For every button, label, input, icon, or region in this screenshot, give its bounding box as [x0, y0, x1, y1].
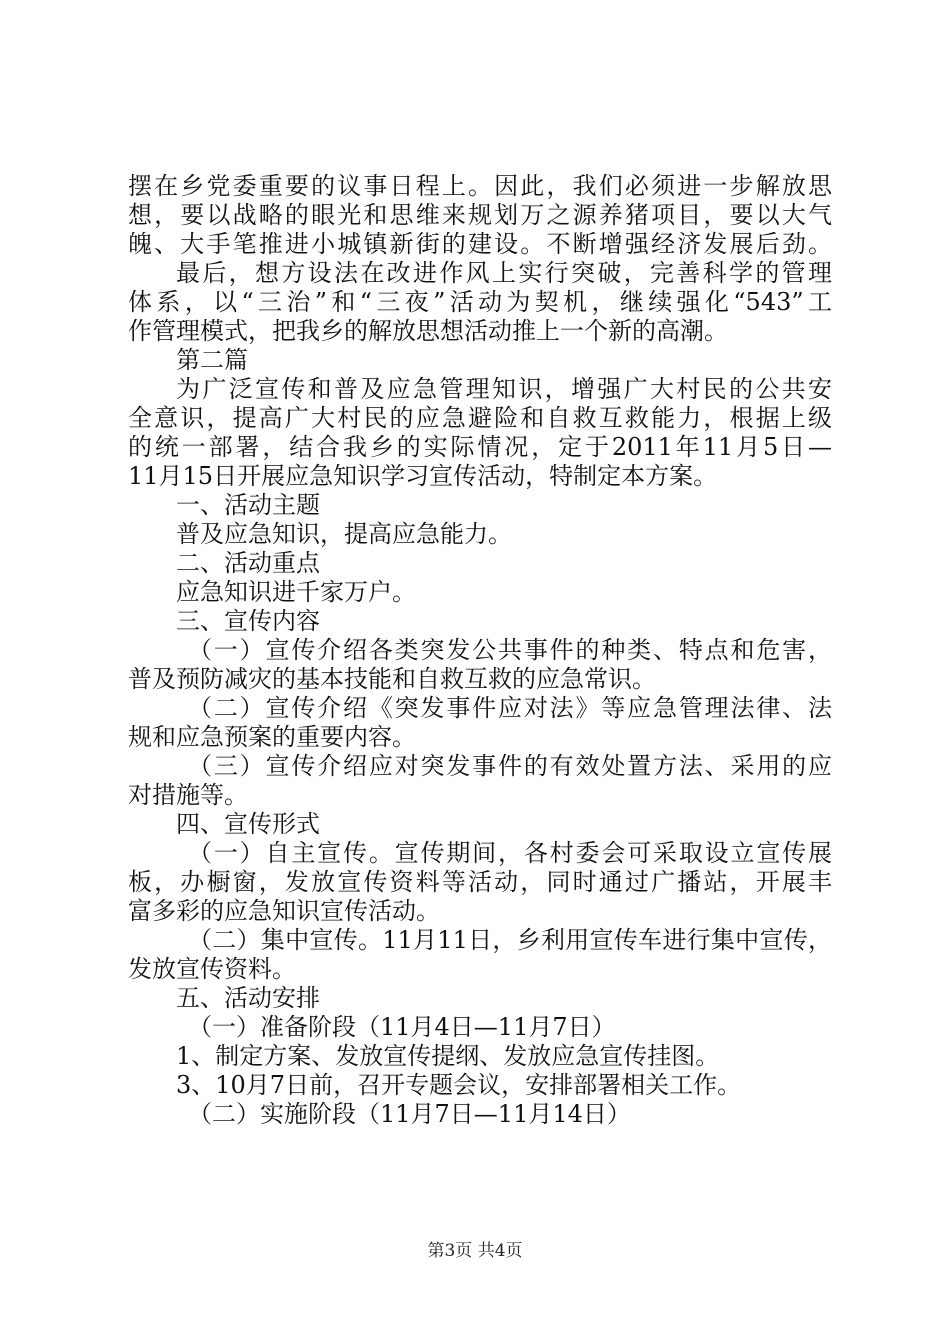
text-line: （一）自主宣传。宣传期间，各村委会可采取设立宣传展 [188, 839, 832, 867]
text-line: 魄、大手笔推进小城镇新街的建设。不断增强经济发展后劲。 [128, 230, 832, 258]
text-line: 发放宣传资料。 [128, 955, 296, 983]
text-line: 富多彩的应急知识宣传活动。 [128, 897, 440, 925]
text-line: 作管理模式，把我乡的解放思想活动推上一个新的高潮。 [128, 317, 728, 345]
text-line: 板，办橱窗，发放宣传资料等活动，同时通过广播站，开展丰 [128, 868, 832, 896]
section-heading: 第二篇 [176, 346, 248, 374]
text-line: （二）宣传介绍《突发事件应对法》等应急管理法律、法 [188, 694, 832, 722]
text-line: 想，要以战略的眼光和思维来规划万之源养猪项目，要以大气 [128, 201, 832, 229]
text-line: 3、10月7日前，召开专题会议，安排部署相关工作。 [176, 1071, 742, 1099]
section-heading: 三、宣传内容 [176, 607, 320, 635]
text-line: （二）集中宣传。11月11日，乡利用宣传车进行集中宣传， [188, 926, 832, 954]
text-line: 为广泛宣传和普及应急管理知识，增强广大村民的公共安 [176, 375, 832, 403]
text-line: 11月15日开展应急知识学习宣传活动，特制定本方案。 [128, 462, 718, 490]
text-line: 对措施等。 [128, 781, 248, 809]
text-line: 体系，以“三治”和“三夜”活动为契机，继续强化“543”工 [128, 288, 832, 316]
text-line: （三）宣传介绍应对突发事件的有效处置方法、采用的应 [188, 752, 832, 780]
text-line: 1、制定方案、发放宣传提纲、发放应急宣传挂图。 [176, 1042, 720, 1070]
text-line: 规和应急预案的重要内容。 [128, 723, 416, 751]
section-heading: 四、宣传形式 [176, 810, 320, 838]
text-line: 最后，想方设法在改进作风上实行突破，完善科学的管理 [176, 259, 832, 287]
section-heading: 二、活动重点 [176, 549, 320, 577]
text-line: （一）准备阶段（11月4日—11月7日） [188, 1013, 616, 1041]
text-line: 的统一部署，结合我乡的实际情况，定于2011年11月5日— [128, 433, 832, 461]
text-line: （二）实施阶段（11月7日—11月14日） [188, 1100, 631, 1128]
document-body [128, 172, 832, 1129]
text-line: 应急知识进千家万户。 [176, 578, 416, 606]
section-heading: 一、活动主题 [176, 491, 320, 519]
text-line: 摆在乡党委重要的议事日程上。因此，我们必须进一步解放思 [128, 172, 832, 200]
text-line: 普及应急知识，提高应急能力。 [176, 520, 512, 548]
text-line: （一）宣传介绍各类突发公共事件的种类、特点和危害， [188, 636, 832, 664]
text-line: 全意识，提高广大村民的应急避险和自救互救能力，根据上级 [128, 404, 832, 432]
section-heading: 五、活动安排 [176, 984, 320, 1012]
page-footer: 第3页 共4页 [427, 1241, 523, 1261]
text-line: 普及预防减灾的基本技能和自救互救的应急常识。 [128, 665, 656, 693]
